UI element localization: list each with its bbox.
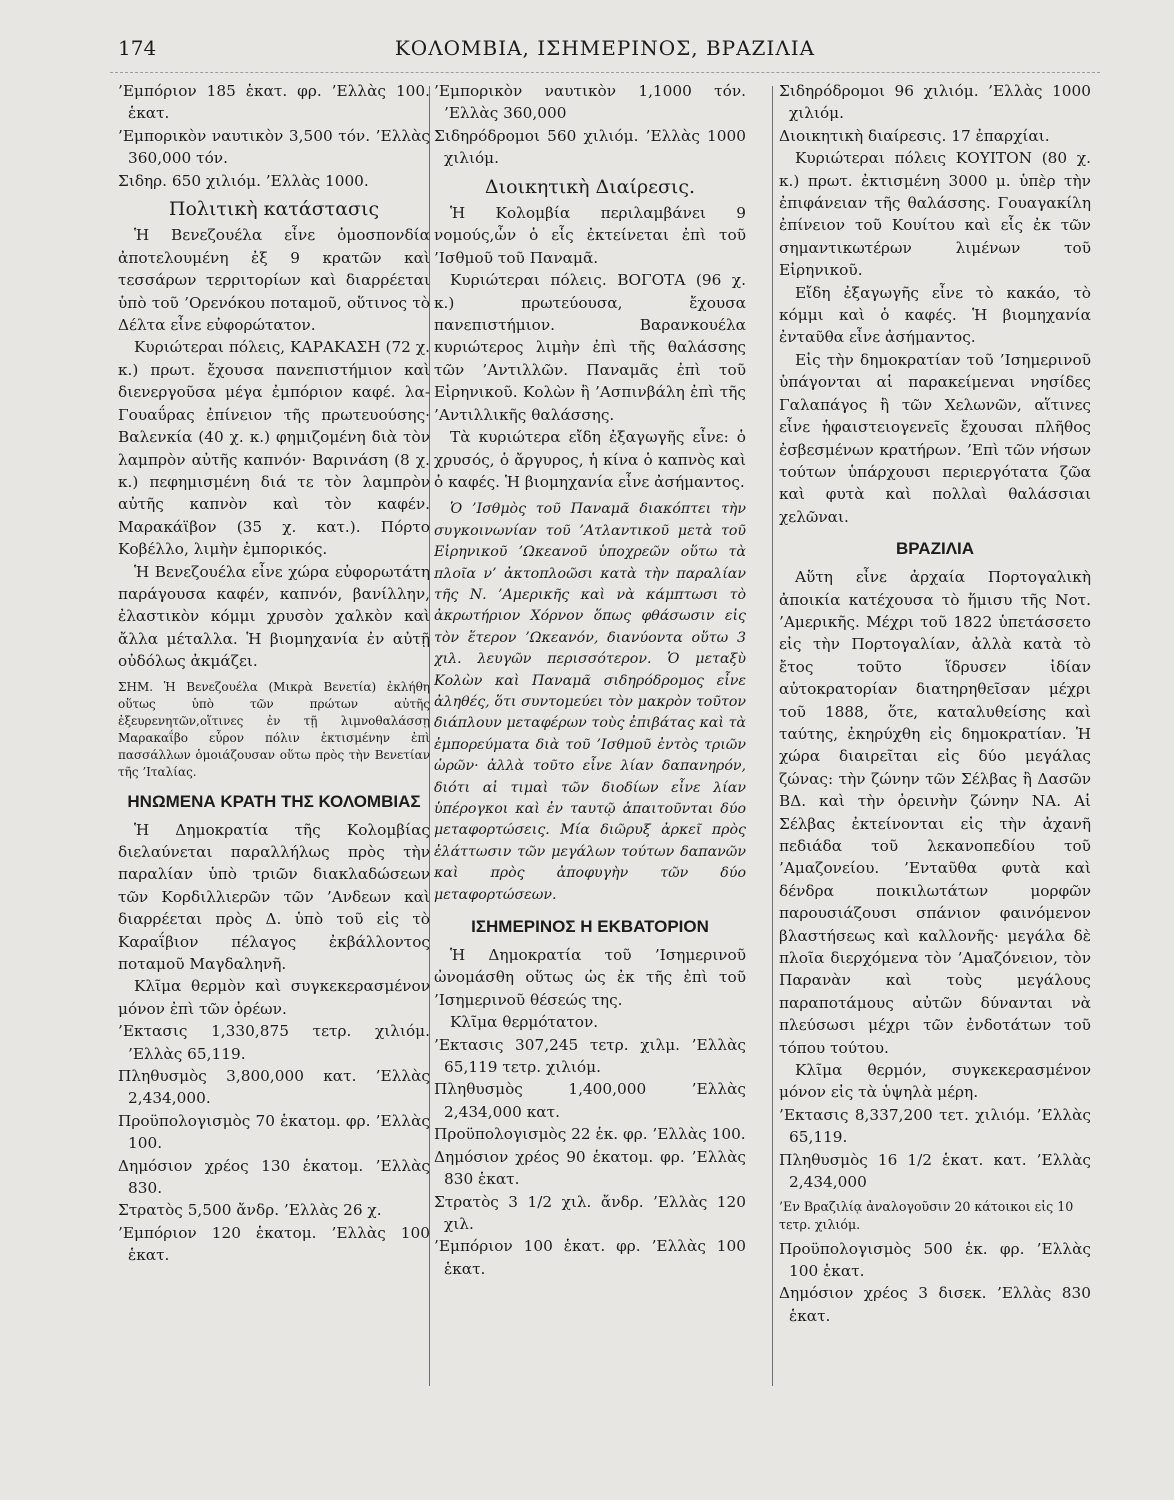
- section-heading: Διοικητικὴ Διαίρεσις.: [484, 175, 696, 198]
- column-2: [434, 80, 746, 1480]
- stat-line: Προϋπολογισμὸς 22 ἑκ. φρ. ’Ελλὰς 100.: [434, 1125, 746, 1144]
- stat-line: ’Εκτασις 307,245 τετρ. χιλμ. ’Ελλὰς 65,119 τετρ. χιλιόμ.: [434, 1035, 746, 1077]
- paragraph: Κυριώτεραι πόλεις, ΚΑΡΑΚΑΣΗ (72 χ. κ.) πρωτ. ἔχουσα πανεπιστήμιον καὶ διενεργοῦσα μέγα ἐμπόριον καφέ. λα-Γουαΰρας ἐπίνειον τῆς πρωτευούσης· Βαλενκία (40 χ. κ.) φημιζομένη διὰ τὸν λαμπρὸν αὐτῆς καπνόν· Βαρινάση (8 χ. κ.) πεφημισμένη διά τε τὸν λαμπρὸν αὐτῆς καπνὸν καὶ τὸν καφέν. Μαρακάϊβον (35 χ. κατ.). Πόρτο Κοβέλλο, λιμὴν ἐμπορικός.: [118, 338, 430, 559]
- paragraph: Ἡ Δημοκρατία τῆς Κολομβίας διελαύνεται παραλλήλως πρὸς τὴν παραλίαν ὑπὸ τριῶν διακλαδώσεων τῶν Κορδιλλιερῶν τῶν ’Ανδεων καὶ διαρρέεται πρὸς Δ. ὑπὸ τοῦ εἰς τὸ Καραΐβιον πέλαγος ἐκβάλλοντος ποταμοῦ Μαγδαληνῆ.: [118, 820, 430, 973]
- footnote: ΣΗΜ. Ἡ Βενεζουέλα (Μικρὰ Βενετία) ἐκλήθη οὕτως ὑπὸ τῶν πρώτων αὐτῆς ἐξευρενητῶν,οἵτινες ἐν τῇ λιμνοθαλάσσῃ Μαρακαΐβο εὗρον πόλιν ἐκτισμένην ἐπὶ πασσάλλων ὁμοιάζουσαν οὕτω πρὸς τὴν Βενετίαν τῆς ’Ιταλίας.: [118, 679, 430, 779]
- italic-note: [434, 499, 746, 906]
- stat-line: ’Εμπόριον 100 ἑκατ. φρ. ’Ελλὰς 100 ἑκατ.: [434, 1237, 746, 1278]
- stat-line: Προϋπολογισμὸς 70 ἑκατομ. φρ. ’Ελλὰς 100.: [118, 1111, 430, 1153]
- stat-line: Σιδηρόδρομοι 560 χιλιόμ. ’Ελλὰς 1000 χιλιόμ.: [434, 126, 746, 168]
- stat-line: ’Εμπόριον 185 ἑκατ. φρ. ’Ελλὰς 100. ἑκατ.: [118, 82, 430, 123]
- italic-note-text: Ὁ ’Ισθμὸς τοῦ Παναμᾶ διακόπτει τὴν συγκοινωνίαν τοῦ ’Ατλαντικοῦ μετὰ τοῦ Εἰρηνικοῦ ’Ωκεανοῦ ὑποχρεῶν οὕτω τὰ πλοῖα ν’ ἀκτοπλοῶσι κατὰ τὴν παραλίαν τῆς Ν. ’Αμερικῆς καὶ νὰ κάμπτωσι τὸ ἀκρωτήριον Χόρνον ὅπως φθάσωσιν εἰς τὸν ἕτερον ’Ωκεανόν, διανύοντα οὕτω 3 χιλ. λευγῶν περισσότερον. Ὁ μεταξὺ Κολὼν καὶ Παναμᾶ σιδηρόδρομος εἶνε ἀληθές, ὅτι συντομεύει τὸν μακρὸν τοῦτον διάπλουν μεταφέρων τοὺς ἐπιβάτας καὶ τὰ ἐμπορεύματα διὰ τοῦ ’Ισθμοῦ ἐντὸς τριῶν ὡρῶν· ἀλλὰ τοῦτο εἶνε λίαν δαπανηρόν, διότι αἱ τιμαὶ τῶν διοδίων εἶνε λίαν ὑπέρογκοι καὶ ἐν ταυτῷ ἀπαιτοῦνται δύο μεταφορτώσεις. Μία διῶρυξ ἀρκεῖ πρὸς ἐλάττωσιν τῶν μεγάλων τούτων δαπανῶν καὶ πρὸς ἀποφυγὴν τῶν δύο μεταφορτώσεων.: [434, 501, 746, 903]
- paragraph: Ἡ Βενεζουέλα εἶνε ὁμοσπονδία ἀποτελουμένη ἐξ 9 κρατῶν καὶ τεσσάρων τερριτορίων καὶ διαρρέεται ὑπὸ τοῦ ’Ορενόκου ποταμοῦ, οὕτινος τὸ Δέλτα εἶνε εὐφορώτατον.: [118, 226, 430, 335]
- stat-line: Δημόσιον χρέος 90 ἑκατομ. φρ. ’Ελλὰς 830 ἑκατ.: [434, 1147, 746, 1189]
- paragraph: Ἡ Δημοκρατία τοῦ ’Ισημερινοῦ ὠνομάσθη οὕτως ὡς ἐκ τῆς ἐπὶ τοῦ ’Ισημερινοῦ θέσεώς της.: [434, 946, 746, 1009]
- small-note: ’Εν Βραζιλίᾳ ἀναλογοῦσιν 20 κάτοικοι εἰς 10 τετρ. χιλιόμ.: [779, 1198, 1074, 1232]
- page-header: [110, 32, 1100, 72]
- column-3: [779, 80, 1091, 1480]
- paragraph: Κυριώτεραι πόλεις. ΒΟΓΟΤΑ (96 χ. κ.) πρωτεύουσα, ἔχουσα πανεπιστήμιον. Βαρανκουέλα κυριώτερος λιμὴν ἐπὶ τῆς θαλάσσης τῶν ’Αντιλλῶν. Παναμᾶς ἐπὶ τοῦ Εἰρηνικοῦ. Κολὼν ἢ ’Ασπινβάλη ἐπὶ τῆς ’Αντιλλικῆς θαλάσσης.: [434, 271, 746, 424]
- header-rule: [110, 72, 1100, 73]
- stat-line: ’Εκτασις 8,337,200 τετ. χιλιόμ. ’Ελλὰς 65,119.: [779, 1105, 1091, 1147]
- paragraph: Αὕτη εἶνε ἀρχαία Πορτογαλικὴ ἀποικία κατέχουσα τὸ ἥμισυ τῆς Νοτ. ’Αμερικῆς. Μέχρι τοῦ 1822 ὑπετάσσετο εἰς τὴν Πορτογαλίαν, ἀλλὰ κατὰ τὸ ἔτος τοῦτο ἵδρυσεν ἰδίαν αὐτοκρατορίαν διατηρηθεῖσαν μέχρι τοῦ 1888, ὅτε, καταλυθείσης καὶ ταύτης, ἐκηρύχθη εἰς δημοκρατίαν. Ἡ χώρα διαιρεῖται εἰς δύο μεγάλας ζώνας: τὴν ζώνην τῶν Σέλβας ἢ Δασῶν ΒΔ. καὶ τὴν ὀρεινὴν ζώνην ΝΑ. Αἱ Σέλβας ἐκτείνονται εἰς τὴν ἀχανῆ πεδιάδα τοῦ λεκανοπεδίου τοῦ ’Αμαζονείου. ’Ενταῦθα φυτὰ καὶ δένδρα ποικιλωτάτων μορφῶν παρουσιάζουσι σπάνιον φαινόμενον βλαστήσεως καὶ καλλονῆς· μεγάλα δὲ πλοῖα διερχόμενα τὸν ’Αμαζόνειον, τὸν Παρανὰν καὶ τοὺς μεγάλους παραποτάμους αὐτῶν δύνανται νὰ πλεύσωσι μέχρι τῶν ἐνδοτάτων τοῦ τόπου τούτου.: [779, 568, 1091, 1057]
- stat-line: Διοικητικὴ διαίρεσις. 17 ἐπαρχίαι.: [779, 126, 1050, 145]
- stat-line: ’Εμπορικὸν ναυτικὸν 3,500 τόν. ’Ελλὰς 360,000 τόν.: [118, 126, 430, 168]
- stat-line: Δημόσιον χρέος 130 ἑκατομ. ’Ελλὰς 830.: [118, 1156, 430, 1198]
- column-divider: [772, 86, 773, 1386]
- stat-line: Δημόσιον χρέος 3 δισεκ. ’Ελλὰς 830 ἑκατ.: [779, 1284, 1091, 1325]
- column-1: [118, 80, 430, 1480]
- running-title: ΚΟΛΟΜΒΙΑ, ΙΣΗΜΕΡΙΝΟΣ, ΒΡΑΖΙΛΙΑ: [394, 36, 816, 60]
- page-number: 174: [118, 36, 157, 60]
- stat-line: Στρατὸς 3 1/2 χιλ. ἄνδρ. ’Ελλὰς 120 χιλ.: [434, 1192, 746, 1233]
- section-heading: ΒΡΑΖΙΛΙΑ: [895, 539, 975, 559]
- stat-line: Στρατὸς 5,500 ἄνδρ. ’Ελλὰς 26 χ.: [118, 1201, 382, 1220]
- paragraph: Εἴδη ἐξαγωγῆς εἶνε τὸ κακάο, τὸ κόμμι καὶ ὁ καφές. Ἡ βιομηχανία ἐνταῦθα εἶνε ἀσήμαντος.: [779, 283, 1091, 347]
- stat-line: Πληθυσμὸς 1,400,000 ’Ελλὰς 2,434,000 κατ.: [434, 1080, 746, 1121]
- paragraph: Ἡ Κολομβία περιλαμβάνει 9 νομούς,ὧν ὁ εἷς ἐκτείνεται ἐπὶ τοῦ ’Ισθμοῦ τοῦ Παναμᾶ.: [434, 204, 746, 267]
- stat-line: ’Εμπορικὸν ναυτικὸν 1,1000 τόν. ’Ελλὰς 360,000: [434, 82, 746, 123]
- section-heading: Πολιτικὴ κατάστασις: [168, 198, 380, 221]
- stat-line: ’Εμπόριον 120 ἑκατομ. ’Ελλὰς 100 ἑκατ.: [118, 1223, 430, 1265]
- paragraph: Κυριώτεραι πόλεις ΚΟΥΙΤΟΝ (80 χ. κ.) πρωτ. ἐκτισμένη 3000 μ. ὑπὲρ τὴν ἐπιφάνειαν τῆς θαλάσσης. Γουαγακίλη ἐπίνειον τοῦ Κουίτου καὶ εἷς ἐκ τῶν σημαντικωτέρων λιμένων τοῦ Εἰρηνικοῦ.: [779, 149, 1091, 280]
- section-heading: ΗΝΩΜΕΝΑ ΚΡΑΤΗ ΤΗΣ ΚΟΛΟΜΒΙΑΣ: [127, 791, 421, 811]
- stat-line: Σιδηρ. 650 χιλιόμ. ’Ελλὰς 1000.: [118, 171, 369, 190]
- stat-line: Προϋπολογισμὸς 500 ἑκ. φρ. ’Ελλὰς 100 ἑκατ.: [779, 1239, 1091, 1280]
- section-heading: ΙΣΗΜΕΡΙΝΟΣ Η ΕΚΒΑΤΟΡΙΟΝ: [471, 917, 709, 937]
- stat-line: Σιδηρόδρομοι 96 χιλιόμ. ’Ελλὰς 1000 χιλιόμ.: [779, 82, 1091, 123]
- paragraph: Εἰς τὴν δημοκρατίαν τοῦ ’Ισημερινοῦ ὑπάγονται αἱ παρακείμεναι νησίδες Γαλαπάγος ἢ τῶν Χελωνῶν, αἵτινες εἶνε ἡφαιστειογενεῖς ἔχουσαι πλῆθος ἐσβεσμένων κρατήρων. ’Επὶ τῶν νήσων τούτων ὑπάρχουσι περιεργότατα ζῶα καὶ φυτὰ καὶ πολλαὶ θαλάσσιαι χελῶναι.: [779, 350, 1091, 526]
- paragraph: Ἡ Βενεζουέλα εἶνε χώρα εὐφορωτάτη παράγουσα καφέν, καπνόν, βανίλλην, ἐλαστικὸν κόμμι χρυσὸν χαλκὸν καὶ ἄλλα μέταλλα. Ἡ βιομηχανία ἐν αὐτῇ οὐδόλως ἀκμάζει.: [118, 562, 430, 671]
- stat-line: Πληθυσμὸς 16 1/2 ἑκατ. κατ. ’Ελλὰς 2,434,000: [779, 1150, 1091, 1192]
- paragraph: Τὰ κυριώτερα εἴδη ἐξαγωγῆς εἶνε: ὁ χρυσός, ὁ ἄργυρος, ἡ κίνα ὁ καπνὸς καὶ ὁ καφές. Ἡ βιομηχανία εἶνε ἀσήμαντος.: [434, 428, 746, 491]
- stat-line: ’Εκτασις 1,330,875 τετρ. χιλιόμ. ’Ελλὰς 65,119.: [118, 1022, 430, 1063]
- paragraph: Κλῖμα θερμότατον.: [450, 1013, 599, 1032]
- stat-line: Πληθυσμὸς 3,800,000 κατ. ’Ελλὰς 2,434,000.: [118, 1067, 430, 1108]
- paragraph: Κλῖμα θερμόν, συγκεκερασμένον μόνον εἰς τὰ ὑψηλὰ μέρη.: [779, 1061, 1091, 1102]
- paragraph: Κλῖμα θερμὸν καὶ συγκεκερασμένον μόνον ἐπὶ τῶν ὀρέων.: [118, 977, 430, 1018]
